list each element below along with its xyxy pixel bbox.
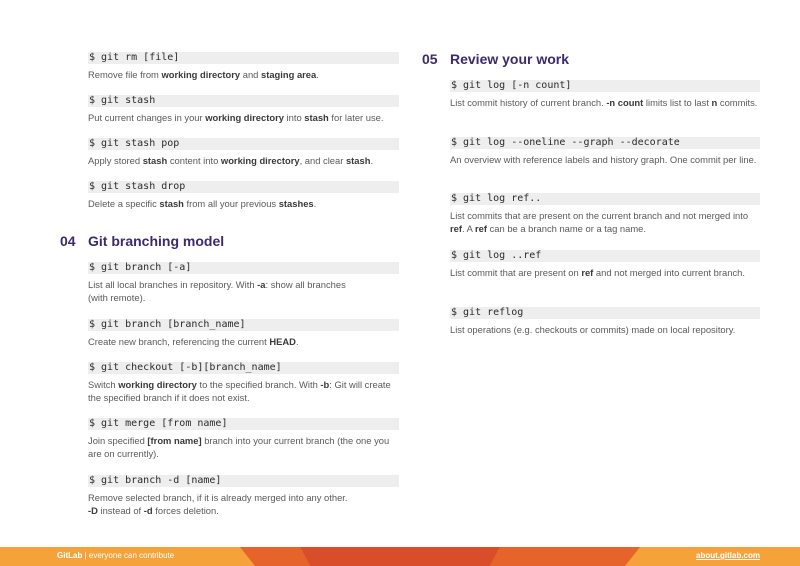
command-git-log-n: $ git log [-n count] [450,80,760,92]
section-04-heading [60,233,224,249]
command-git-stash-pop: $ git stash pop [88,138,399,150]
description-git-rm: Remove file from working directory and staging area. [88,69,319,80]
section-05-number: 05 [422,51,438,67]
command-git-merge: $ git merge [from name] [88,418,399,430]
command-git-checkout: $ git checkout [-b][branch_name] [88,362,399,374]
section-05-title: Review your work [450,51,570,67]
footer-tagline [57,551,174,560]
command-git-rm: $ git rm [file] [88,52,399,64]
description-git-stash: Put current changes in your working directory into stash for later use. [88,112,384,123]
description-git-stash-pop: Apply stored stash content into working directory, and clear stash. [88,155,374,166]
command-git-branch-delete: $ git branch -d [name] [88,475,399,487]
section-04-number: 04 [60,233,76,249]
footer-link[interactable]: about.gitlab.com [696,551,760,560]
section-04-title: Git branching model [88,233,225,249]
command-git-log-dots-ref: $ git log ..ref [450,250,760,262]
command-git-stash-drop: $ git stash drop [88,181,399,193]
description-git-log-oneline: An overview with reference labels and history graph. One commit per line. [450,154,757,165]
description-git-log-dots-ref: List commit that are present on ref and not merged into current branch. [450,267,745,278]
command-git-branch: $ git branch [-a] [88,262,399,274]
description-git-branch: List all local branches in repository. With -a: show all branches (with remote). [88,279,346,303]
description-git-log-n: List commit history of current branch. -n count limits list to last n commits. [450,97,758,108]
description-git-reflog: List operations (e.g. checkouts or commits) made on local repository. [450,324,736,335]
command-git-branch-name: $ git branch [branch_name] [88,319,399,331]
footer-brand: GitLab [57,551,83,560]
command-git-log-oneline: $ git log --oneline --graph --decorate [450,137,760,149]
footer-right-band [490,547,640,566]
section-05-heading [422,51,569,67]
description-git-stash-drop: Delete a specific stash from all your previous stashes. [88,198,317,209]
footer-bar [0,547,800,566]
command-git-log-ref-dots: $ git log ref.. [450,193,760,205]
description-git-branch-delete: Remove selected branch, if it is already merged into any other. -D instead of -d forces deletion. [88,492,348,516]
command-git-stash: $ git stash [88,95,399,107]
command-git-reflog: $ git reflog [450,307,760,319]
footer-tagline-text: | everyone can contribute [82,551,175,560]
description-git-merge: Join specified [from name] branch into your current branch (the one you are on currently). [88,435,390,459]
footer-center-band [300,547,500,566]
description-git-checkout: Switch working directory to the specified branch. With -b: Git will create the specified branch if it does not exist. [88,379,391,403]
description-git-branch-name: Create new branch, referencing the current HEAD. [88,336,299,347]
description-git-log-ref-dots: List commits that are present on the current branch and not merged into ref. A ref can be a branch name or a tag name. [450,210,749,234]
